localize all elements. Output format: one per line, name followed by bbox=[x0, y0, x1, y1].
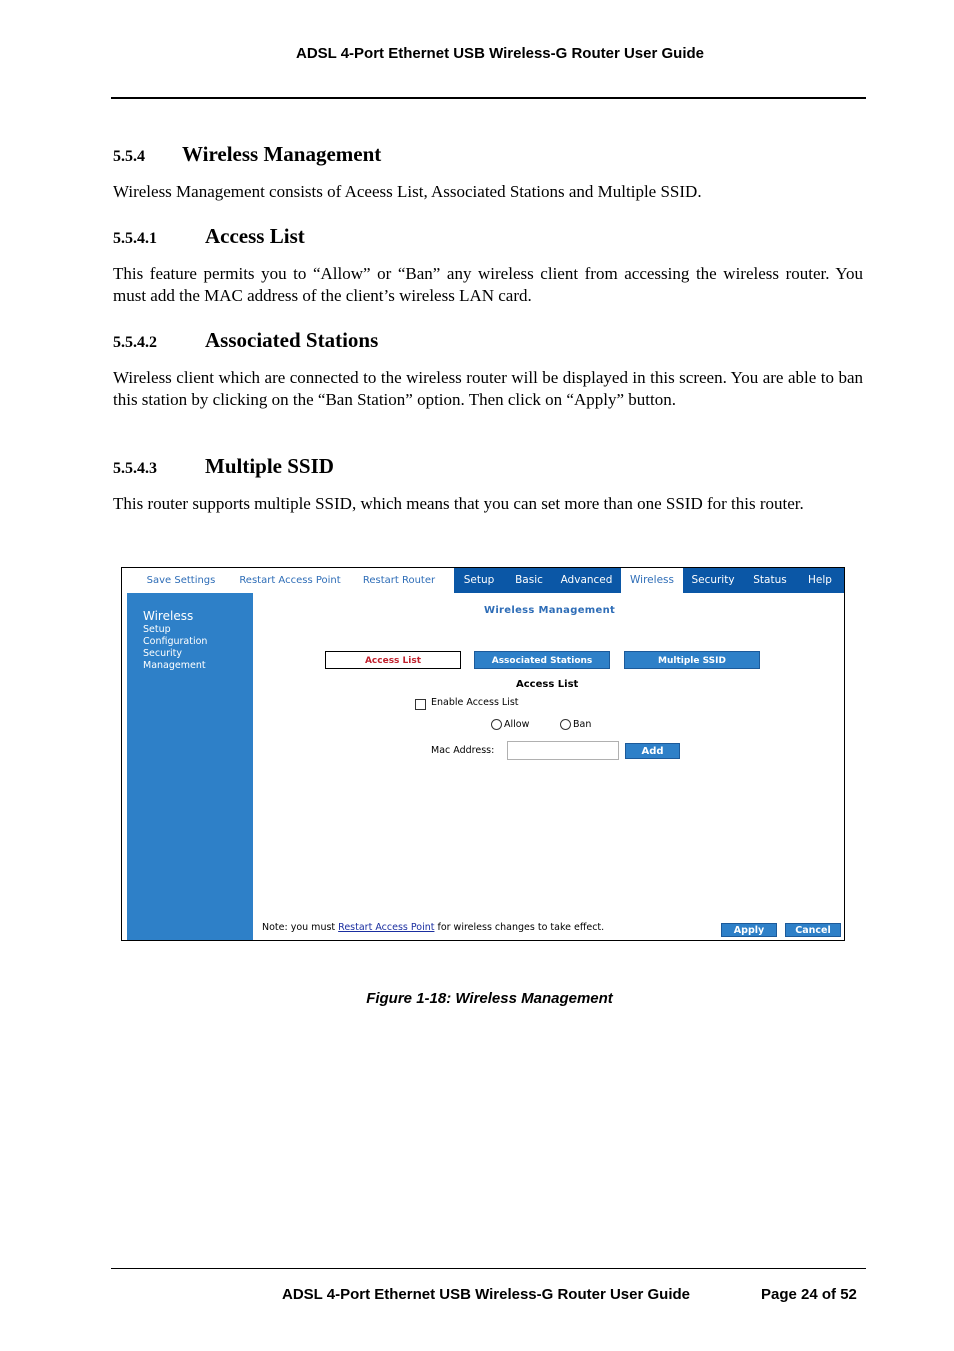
nav-wireless[interactable]: Wireless bbox=[621, 568, 683, 593]
section-title: Associated Stations bbox=[205, 328, 379, 352]
section-number: 5.5.4.3 bbox=[113, 460, 157, 477]
section-number: 5.5.4 bbox=[113, 148, 145, 165]
sidebar bbox=[127, 593, 253, 940]
section-heading bbox=[113, 454, 334, 479]
access-list-title: Access List bbox=[516, 679, 579, 690]
note-suffix: for wireless changes to take effect. bbox=[434, 922, 605, 933]
sidebar-link-management[interactable]: Management bbox=[143, 660, 206, 671]
nav-security[interactable]: Security bbox=[691, 574, 735, 586]
enable-access-list-checkbox[interactable] bbox=[415, 699, 426, 710]
nav-help[interactable]: Help bbox=[808, 574, 832, 586]
nav-advanced[interactable]: Advanced bbox=[560, 574, 613, 586]
section-title: Wireless Management bbox=[182, 142, 382, 166]
section-heading bbox=[113, 142, 381, 167]
nav-setup[interactable]: Setup bbox=[463, 574, 495, 586]
tab-multiple-ssid[interactable]: Multiple SSID bbox=[624, 651, 760, 669]
sidebar-title: Wireless bbox=[143, 609, 194, 623]
section-number: 5.5.4.1 bbox=[113, 230, 157, 247]
apply-button[interactable]: Apply bbox=[721, 923, 777, 937]
mac-address-label: Mac Address: bbox=[431, 745, 495, 756]
enable-access-list-label: Enable Access List bbox=[431, 697, 519, 708]
allow-radio[interactable] bbox=[491, 719, 502, 730]
note-prefix: Note: you must bbox=[262, 922, 339, 933]
ban-label: Ban bbox=[573, 719, 592, 730]
section-title: Multiple SSID bbox=[205, 454, 334, 478]
cancel-button[interactable]: Cancel bbox=[785, 923, 841, 937]
nav-basic[interactable]: Basic bbox=[515, 574, 543, 586]
section-heading bbox=[113, 224, 305, 249]
mac-address-input[interactable] bbox=[507, 741, 619, 760]
section-number: 5.5.4.2 bbox=[113, 334, 157, 351]
sidebar-link-configuration[interactable]: Configuration bbox=[143, 636, 208, 647]
section-body: Wireless Management consists of Aceess List, Associated Stations and Multiple SSID. bbox=[113, 182, 702, 201]
sidebar-link-setup[interactable]: Setup bbox=[143, 624, 171, 635]
top-nav bbox=[122, 568, 844, 593]
nav-status[interactable]: Status bbox=[753, 574, 787, 586]
section-body: This router supports multiple SSID, which means that you can set more than one SSID for this router. bbox=[113, 494, 804, 513]
main-title: Wireless Management bbox=[484, 605, 616, 616]
header-rule bbox=[111, 97, 866, 99]
section-title: Access List bbox=[205, 224, 305, 248]
page-number: Page 24 of 52 bbox=[761, 1286, 857, 1303]
utility-nav bbox=[122, 568, 454, 593]
nav-restart-router[interactable]: Restart Router bbox=[362, 575, 436, 586]
tab-access-list[interactable]: Access List bbox=[325, 651, 461, 669]
page-header: ADSL 4-Port Ethernet USB Wireless-G Router User Guide bbox=[295, 45, 704, 62]
section-heading bbox=[113, 328, 378, 353]
nav-restart-access-point[interactable]: Restart Access Point bbox=[239, 575, 341, 586]
restart-access-point-link[interactable]: Restart Access Point bbox=[338, 922, 435, 933]
sidebar-link-security[interactable]: Security bbox=[143, 648, 183, 659]
section-body: Wireless client which are connected to the wireless router will be displayed in this screen. You are able to ban this station by clicking on the “Ban Station” option. Then click on “Apply” button. bbox=[113, 368, 863, 409]
tab-associated-stations[interactable]: Associated Stations bbox=[474, 651, 610, 669]
footer-rule bbox=[111, 1268, 866, 1269]
section-body: This feature permits you to “Allow” or “Ban” any wireless client from accessing the wireless router. You must add the MAC address of the client’s wireless LAN card. bbox=[113, 264, 863, 305]
figure-caption: Figure 1-18: Wireless Management bbox=[366, 990, 613, 1007]
add-button[interactable]: Add bbox=[625, 743, 680, 759]
nav-save-settings[interactable]: Save Settings bbox=[146, 575, 216, 586]
footer-title: ADSL 4-Port Ethernet USB Wireless-G Router User Guide bbox=[282, 1286, 691, 1303]
ban-radio[interactable] bbox=[560, 719, 571, 730]
router-screenshot bbox=[121, 567, 845, 941]
restart-note bbox=[262, 922, 604, 933]
allow-label: Allow bbox=[504, 719, 530, 730]
